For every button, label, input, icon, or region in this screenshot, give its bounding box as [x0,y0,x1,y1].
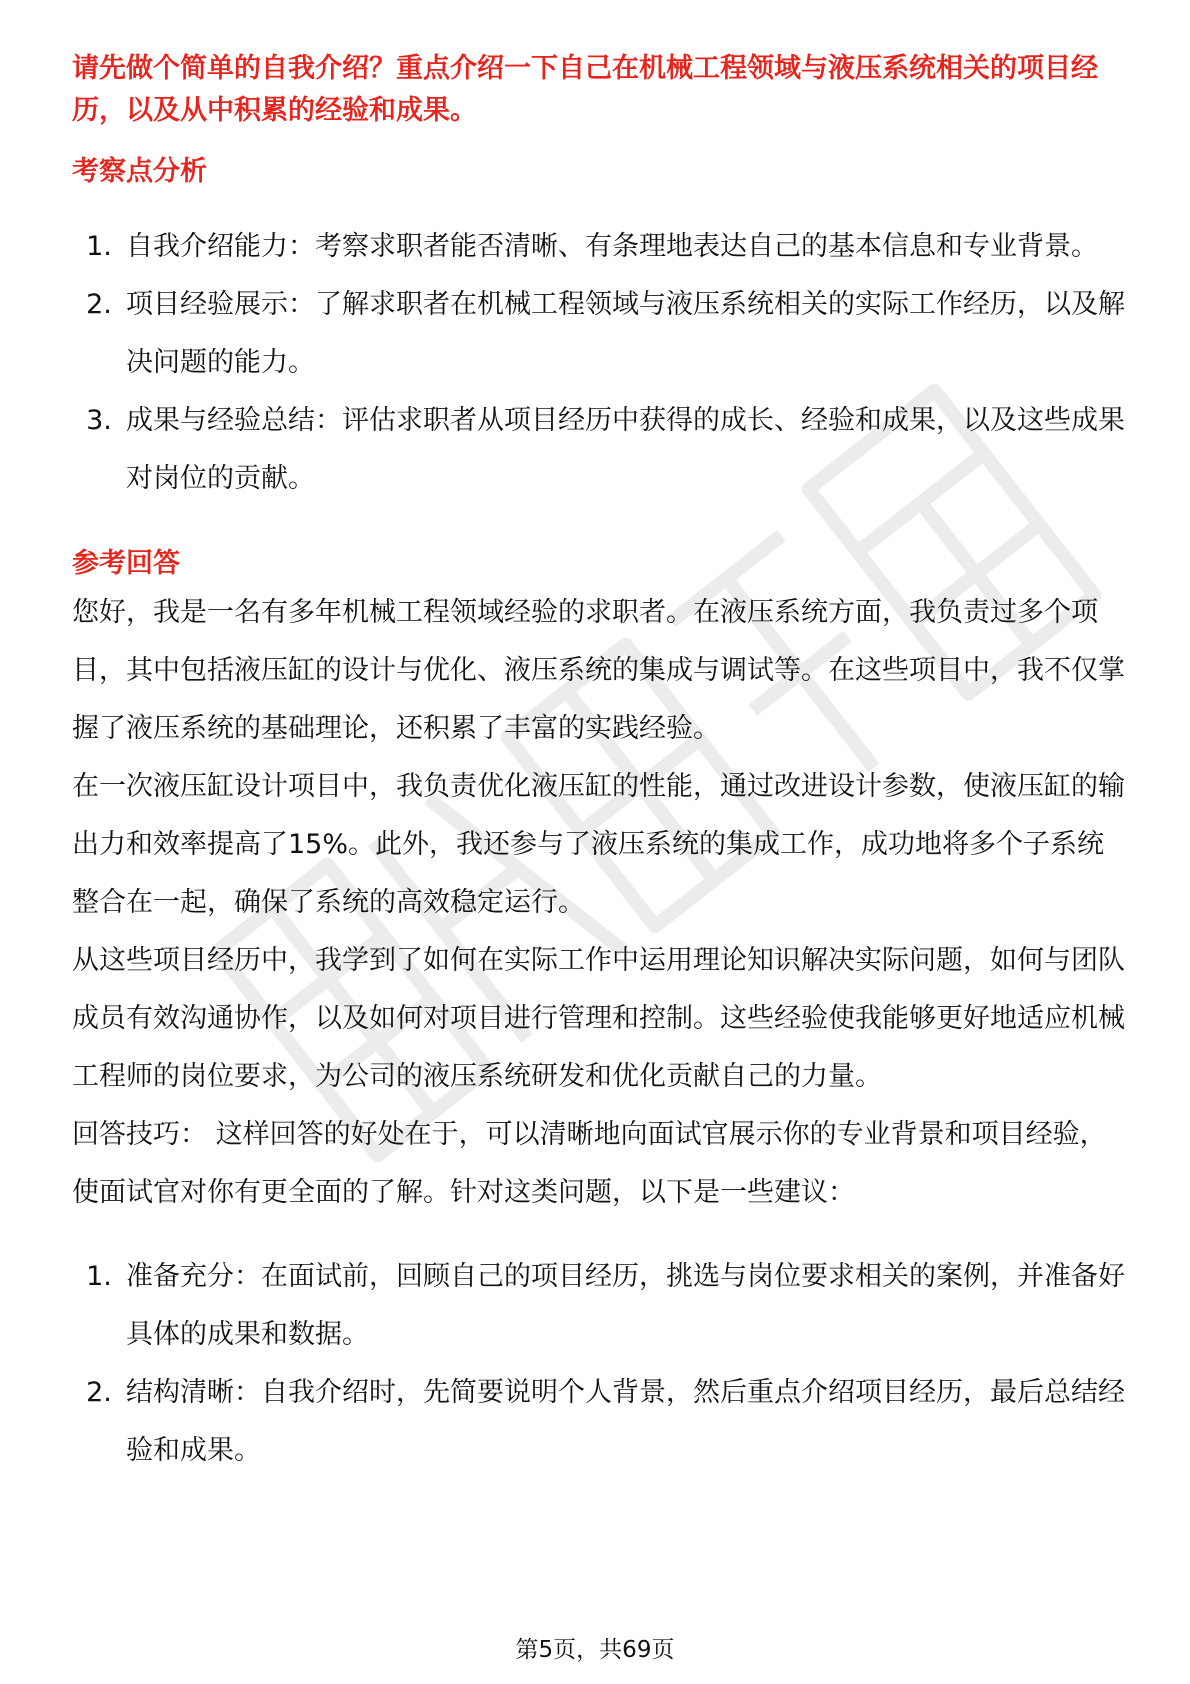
list-item [72,392,1128,508]
list-number: 2. [86,1377,112,1408]
analysis-heading: 考察点分析 [72,156,207,187]
page-content [72,48,1128,1480]
list-item [72,276,1128,392]
list-item [72,1248,1128,1364]
list-text: 结构清晰：自我介绍时，先简要说明个人背景，然后重点介绍项目经历，最后总结经验和成果。 [126,1377,1125,1466]
list-text: 项目经验展示：了解求职者在机械工程领域与液压系统相关的实际工作经历，以及解决问题的能力。 [126,289,1125,378]
list-number: 3. [86,405,112,436]
tips-intro-paragraph: 回答技巧： 这样回答的好处在于，可以清晰地向面试官展示你的专业背景和项目经验，使面试官对你有更全面的了解。针对这类问题，以下是一些建议： [72,1119,1107,1208]
answer-heading: 参考回答 [72,548,180,579]
tips-list [72,1248,1128,1480]
list-text: 自我介绍能力：考察求职者能否清晰、有条理地表达自己的基本信息和专业背景。 [126,231,1098,262]
list-number: 2. [86,289,112,320]
list-number: 1. [86,231,112,262]
list-item [72,1364,1128,1480]
page-footer: 第5页，共69页 [515,1637,675,1663]
list-number: 1. [86,1261,112,1292]
answer-paragraph: 在一次液压缸设计项目中，我负责优化液压缸的性能，通过改进设计参数，使液压缸的输出力和效率提高了15%。此外，我还参与了液压系统的集成工作，成功地将多个子系统整合在一起，确保了系统的高效稳定运行。 [72,771,1125,918]
list-text: 成果与经验总结：评估求职者从项目经历中获得的成长、经验和成果，以及这些成果对岗位的贡献。 [126,405,1125,494]
list-item [72,218,1128,276]
answer-paragraph: 从这些项目经历中，我学到了如何在实际工作中运用理论知识解决实际问题，如何与团队成员有效沟通协作，以及如何对项目进行管理和控制。这些经验使我能够更好地适应机械工程师的岗位要求，为公司的液压系统研发和优化贡献自己的力量。 [72,945,1125,1092]
answer-paragraph: 您好，我是一名有多年机械工程领域经验的求职者。在液压系统方面，我负责过多个项目，其中包括液压缸的设计与优化、液压系统的集成与调试等。在这些项目中，我不仅掌握了液压系统的基础理论，还积累了丰富的实践经验。 [72,597,1125,744]
analysis-list [72,218,1128,508]
question-title: 请先做个简单的自我介绍？重点介绍一下自己在机械工程领域与液压系统相关的项目经历，以及从中积累的经验和成果。 [72,53,1098,126]
list-text: 准备充分：在面试前，回顾自己的项目经历，挑选与岗位要求相关的案例，并准备好具体的成果和数据。 [126,1261,1125,1350]
